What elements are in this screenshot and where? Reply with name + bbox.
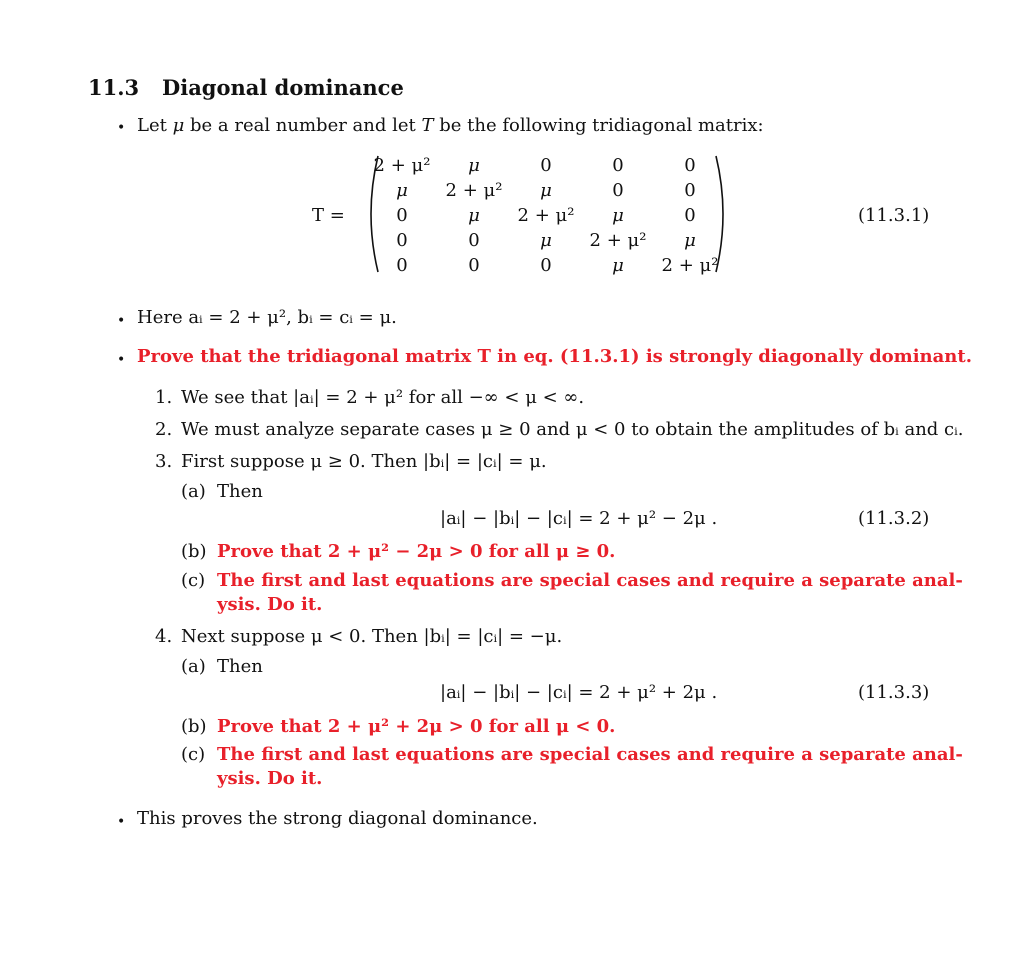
matrix-label: T = bbox=[312, 205, 345, 226]
step-4b-text: Prove that 2 + μ² + 2μ > 0 for all μ < 0. bbox=[217, 716, 616, 737]
step-3-text: First suppose μ ≥ 0. Then |bᵢ| = |cᵢ| = μ. bbox=[181, 451, 547, 472]
step-1-text: We see that |aᵢ| = 2 + μ² for all −∞ < μ < ∞. bbox=[181, 387, 585, 408]
matrix-cell-r3-c3: 2 + μ² bbox=[517, 205, 575, 226]
eq-number-11-3-3: (11.3.3) bbox=[858, 682, 930, 703]
step-3-number: 3. bbox=[155, 451, 173, 472]
matrix-cell-r1-c4: 0 bbox=[612, 155, 624, 176]
bullet: • bbox=[117, 313, 126, 329]
section-number: 11.3 bbox=[88, 75, 140, 100]
matrix-cell-r5-c5: 2 + μ² bbox=[661, 255, 719, 276]
matrix-cell-r5-c4: μ bbox=[612, 255, 624, 276]
definition-text: Here aᵢ = 2 + μ², bᵢ = cᵢ = μ. bbox=[137, 307, 397, 328]
conclusion-text: This proves the strong diagonal dominance. bbox=[137, 808, 538, 829]
matrix-cell-r2-c1: μ bbox=[396, 180, 408, 201]
matrix-cell-r4-c1: 0 bbox=[396, 230, 408, 251]
step-3c-line-1: The first and last equations are special cases and require a separate anal- bbox=[217, 570, 963, 591]
eq-number-11-3-1: (11.3.1) bbox=[858, 205, 930, 226]
step-3c-label: (c) bbox=[181, 570, 206, 591]
matrix-cell-r4-c4: 2 + μ² bbox=[589, 230, 647, 251]
step-2-number: 2. bbox=[155, 419, 173, 440]
step-4c-label: (c) bbox=[181, 744, 206, 765]
matrix-cell-r2-c2: 2 + μ² bbox=[445, 180, 503, 201]
step-4a-text: Then bbox=[217, 656, 263, 677]
step-4a-label: (a) bbox=[181, 656, 206, 677]
step-3b-label: (b) bbox=[181, 541, 207, 562]
step-2-text: We must analyze separate cases μ ≥ 0 and μ < 0 to obtain the amplitudes of bᵢ and cᵢ. bbox=[181, 419, 964, 440]
equation-11-3-3: |aᵢ| − |bᵢ| − |cᵢ| = 2 + μ² + 2μ . bbox=[440, 682, 718, 703]
matrix-cell-r5-c3: 0 bbox=[540, 255, 552, 276]
step-4c-line-1: The first and last equations are special cases and require a separate anal- bbox=[217, 744, 963, 765]
intro-text: Let μ be a real number and let T be the following tridiagonal matrix: bbox=[137, 115, 764, 136]
step-4c-line-2: ysis. Do it. bbox=[217, 768, 323, 789]
matrix-cell-r2-c5: 0 bbox=[684, 180, 696, 201]
matrix-cell-r3-c2: μ bbox=[468, 205, 480, 226]
matrix-cell-r1-c1: 2 + μ² bbox=[373, 155, 431, 176]
step-3b-text: Prove that 2 + μ² − 2μ > 0 for all μ ≥ 0. bbox=[217, 541, 616, 562]
bullet: • bbox=[117, 814, 126, 830]
matrix-cell-r1-c3: 0 bbox=[540, 155, 552, 176]
step-3a-label: (a) bbox=[181, 481, 206, 502]
matrix-cell-r4-c2: 0 bbox=[468, 230, 480, 251]
matrix-cell-r3-c5: 0 bbox=[684, 205, 696, 226]
equation-11-3-2: |aᵢ| − |bᵢ| − |cᵢ| = 2 + μ² − 2μ . bbox=[440, 508, 718, 529]
bullet: • bbox=[117, 120, 126, 136]
matrix-cell-r2-c3: μ bbox=[540, 180, 552, 201]
step-4b-label: (b) bbox=[181, 716, 207, 737]
eq-number-11-3-2: (11.3.2) bbox=[858, 508, 930, 529]
step-4-number: 4. bbox=[155, 626, 173, 647]
matrix-cell-r4-c5: μ bbox=[684, 230, 696, 251]
matrix-cell-r5-c2: 0 bbox=[468, 255, 480, 276]
matrix-cell-r1-c2: μ bbox=[468, 155, 480, 176]
section-title: Diagonal dominance bbox=[162, 75, 404, 100]
step-3c-line-2: ysis. Do it. bbox=[217, 594, 323, 615]
matrix-cell-r3-c4: μ bbox=[612, 205, 624, 226]
matrix-cell-r2-c4: 0 bbox=[612, 180, 624, 201]
matrix-cell-r5-c1: 0 bbox=[396, 255, 408, 276]
matrix-cell-r1-c5: 0 bbox=[684, 155, 696, 176]
step-3a-text: Then bbox=[217, 481, 263, 502]
matrix-cell-r3-c1: 0 bbox=[396, 205, 408, 226]
bullet: • bbox=[117, 352, 126, 368]
prove-main-task: Prove that the tridiagonal matrix T in eq. (11.3.1) is strongly diagonally dominant. bbox=[137, 346, 972, 367]
step-1-number: 1. bbox=[155, 387, 173, 408]
step-4-text: Next suppose μ < 0. Then |bᵢ| = |cᵢ| = −μ. bbox=[181, 626, 563, 647]
matrix-cell-r4-c3: μ bbox=[540, 230, 552, 251]
